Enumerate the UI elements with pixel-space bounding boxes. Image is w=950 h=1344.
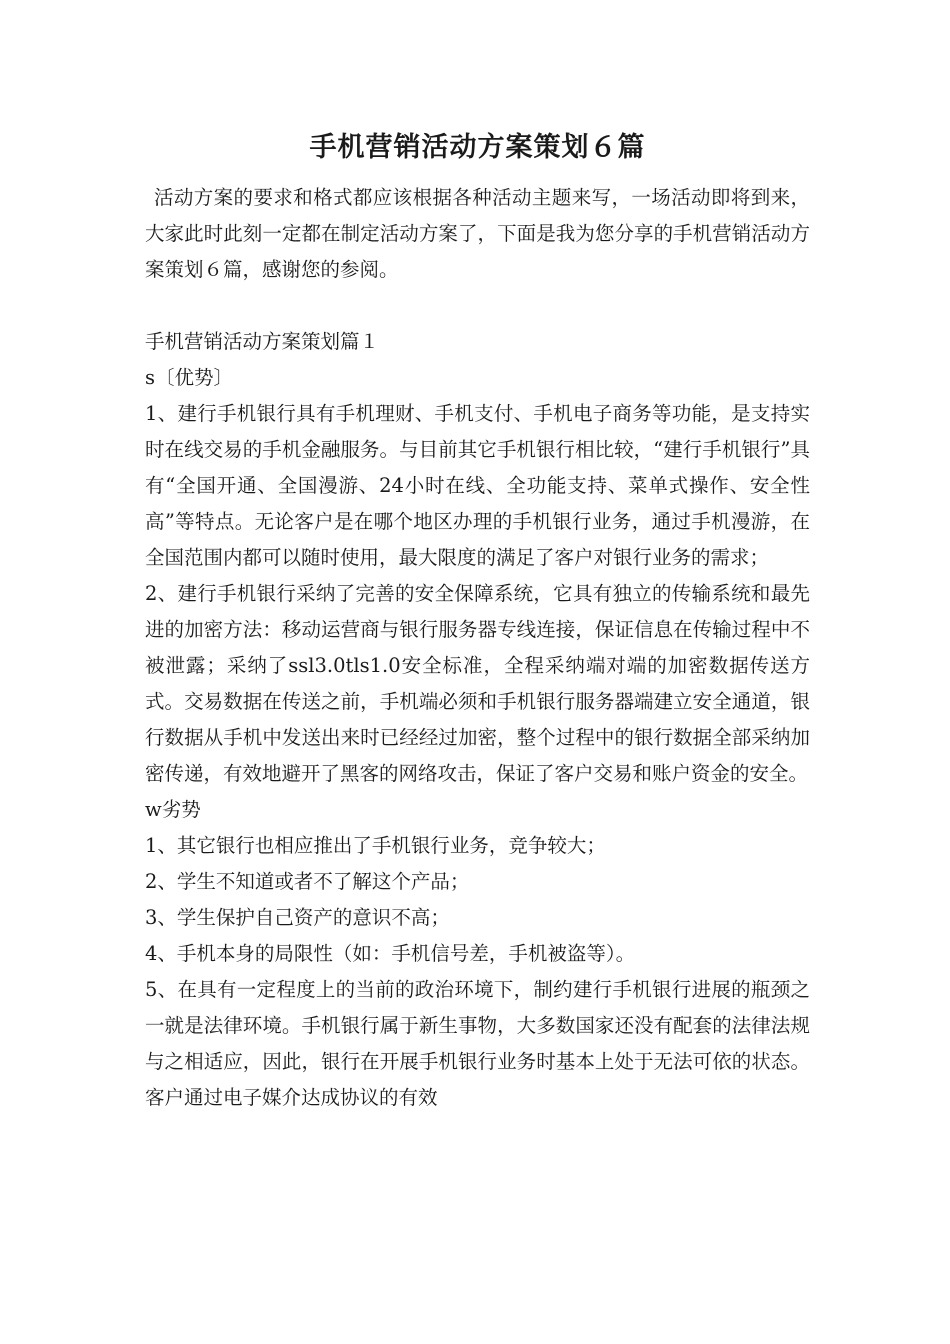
strength-item-1: 1、建行手机银行具有手机理财、手机支付、手机电子商务等功能，是支持实时在线交易的手机金融服务。与目前其它手机银行相比较，“建行手机银行”具有“全国开通、全国漫游、24小时在线、全功能支持、菜单式操作、安全性高”等特点。无论客户是在哪个地区办理的手机银行业务，通过手机漫游，在全国范围内都可以随时使用，最大限度的满足了客户对银行业务的需求； (145, 402, 810, 569)
weakness-item-4: 4、手机本身的局限性（如：手机信号差，手机被盗等）。 (145, 942, 636, 965)
document-title: 手机营销活动方案策划６篇 (309, 132, 646, 163)
strengths-heading: s〔优势〕 (145, 366, 234, 389)
weakness-item-3: 3、学生保护自己资产的意识不高； (145, 906, 450, 929)
weakness-item-2: 2、学生不知道或者不了解这个产品； (145, 870, 470, 893)
strength-item-2: 2、建行手机银行采纳了完善的安全保障系统，它具有独立的传输系统和最先进的加密方法：移动运营商与银行服务器专线连接，保证信息在传输过程中不被泄露；采纳了ssl3.0tls1.0安全标准，全程采纳端对端的加密数据传送方式。交易数据在传送之前，手机端必须和手机银行服务器端建立安全通道，银行数据从手机中发送出来时已经经过加密，整个过程中的银行数据全部采纳加密传递，有效地避开了黑客的网络攻击，保证了客户交易和账户资金的安全。 (145, 582, 810, 785)
weakness-item-5: 5、在具有一定程度上的当前的政治环境下，制约建行手机银行进展的瓶颈之一就是法律环境。手机银行属于新生事物，大多数国家还没有配套的法律法规与之相适应，因此，银行在开展手机银行业务时基本上处于无法可依的状态。客户通过电子媒介达成协议的有效 (145, 978, 810, 1109)
weaknesses-heading: w劣势 (145, 798, 201, 821)
intro-paragraph: 活动方案的要求和格式都应该根据各种活动主题来写，一场活动即将到来，大家此时此刻一定都在制定活动方案了，下面是我为您分享的手机营销活动方案策划６篇，感谢您的参阅。 (145, 186, 810, 281)
paragraph-spacer (145, 288, 810, 324)
section-heading: 手机营销活动方案策划篇１ (145, 330, 380, 353)
weakness-item-1: 1、其它银行也相应推出了手机银行业务，竞争较大； (145, 834, 606, 857)
